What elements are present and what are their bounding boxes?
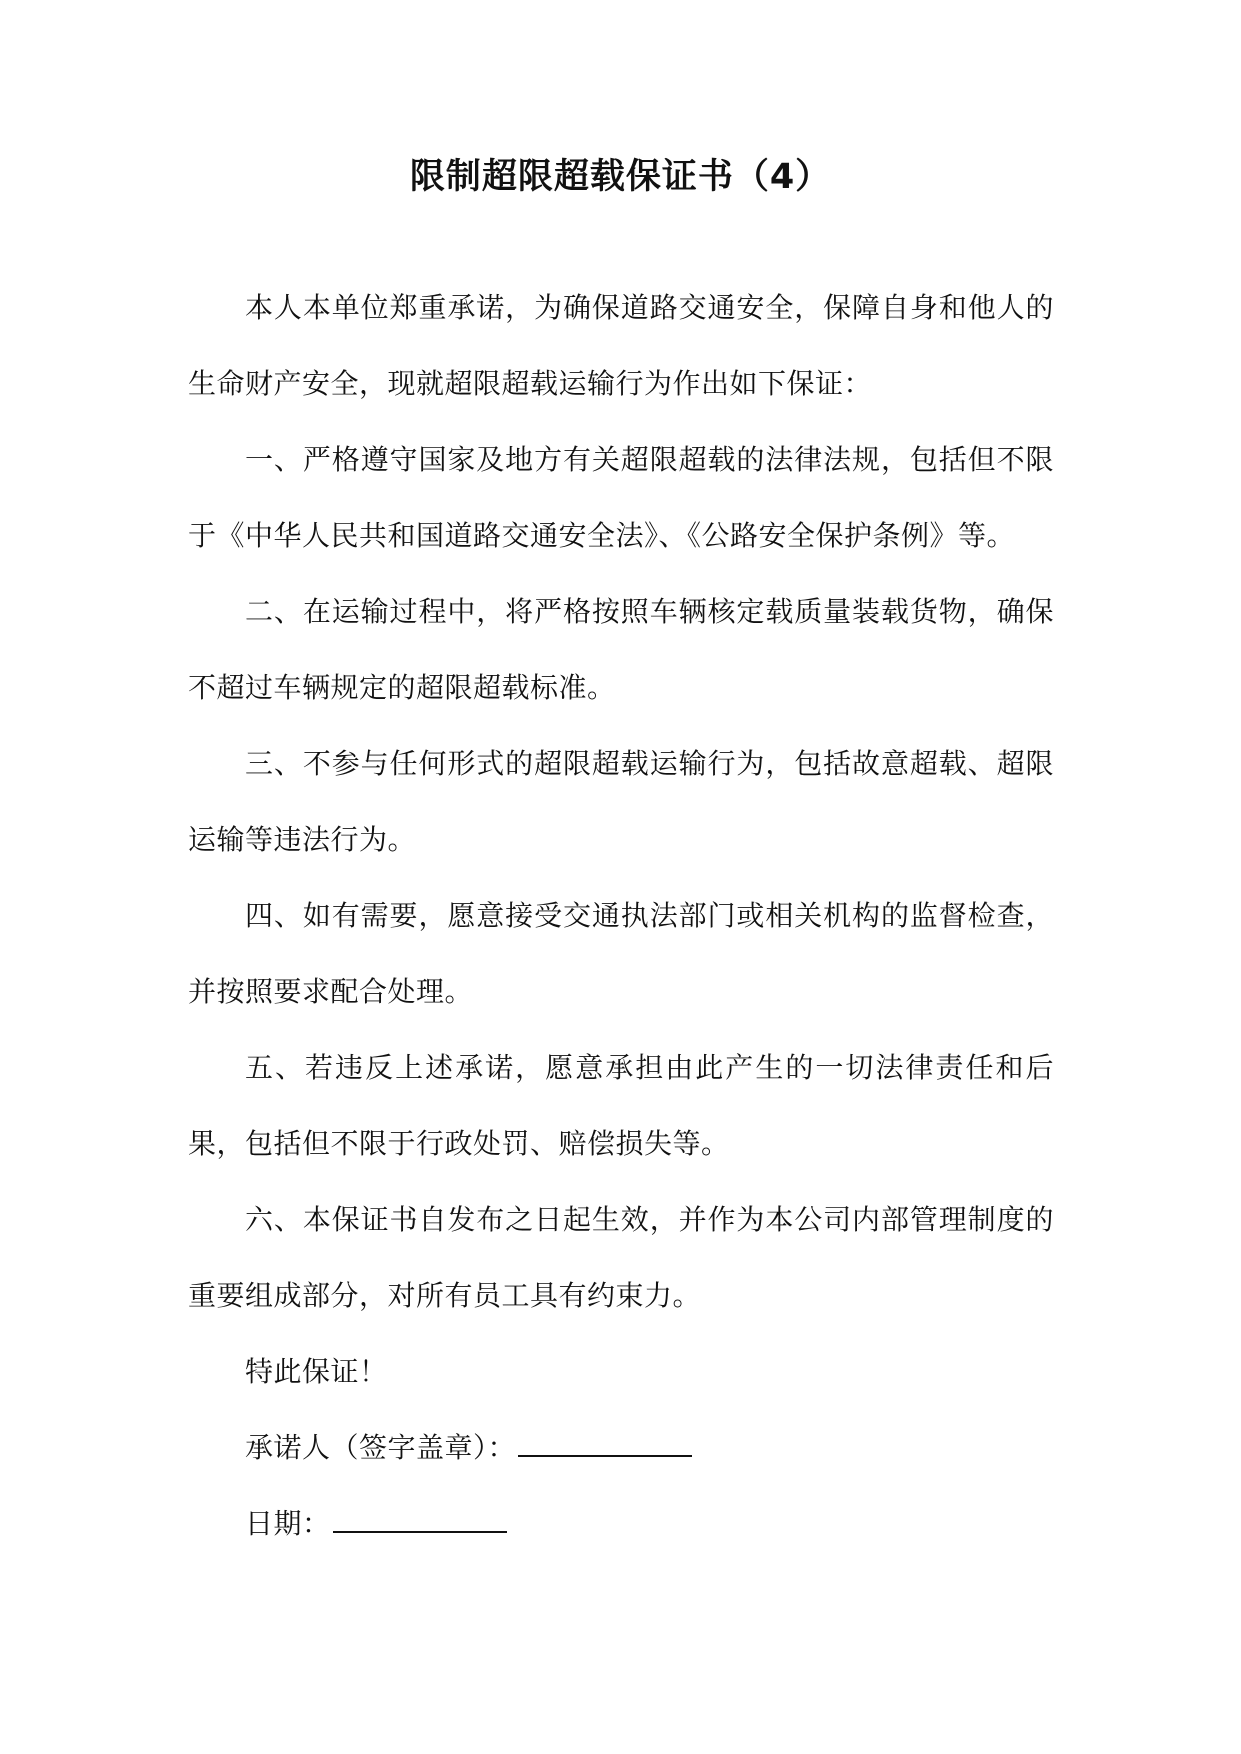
date-label: 日期：	[245, 1507, 331, 1540]
pledge-item-2: 二、在运输过程中，将严格按照车辆核定载质量装载货物，确保不超过车辆规定的超限超载标准。	[188, 595, 1054, 704]
signature-line	[188, 1410, 1054, 1486]
intro-paragraph: 本人本单位郑重承诺，为确保道路交通安全，保障自身和他人的生命财产安全，现就超限超载运输行为作出如下保证：	[188, 291, 1054, 400]
signature-label: 承诺人（签字盖章）：	[245, 1431, 517, 1464]
date-line	[188, 1486, 1054, 1562]
date-blank	[333, 1501, 507, 1533]
document-body	[188, 270, 1054, 1562]
pledge-item-4: 四、如有需要，愿意接受交通执法部门或相关机构的监督检查，并按照要求配合处理。	[188, 899, 1054, 1008]
pledge-item-6: 六、本保证书自发布之日起生效，并作为本公司内部管理制度的重要组成部分，对所有员工具有约束力。	[188, 1203, 1054, 1312]
signature-blank	[518, 1425, 692, 1457]
pledge-item-5: 五、若违反上述承诺，愿意承担由此产生的一切法律责任和后果，包括但不限于行政处罚、赔偿损失等。	[188, 1051, 1054, 1160]
document-title: 限制超限超载保证书（4）	[409, 157, 832, 197]
pledge-item-1: 一、严格遵守国家及地方有关超限超载的法律法规，包括但不限于《中华人民共和国道路交通安全法》、《公路安全保护条例》等。	[188, 443, 1054, 552]
pledge-item-3: 三、不参与任何形式的超限超载运输行为，包括故意超载、超限运输等违法行为。	[188, 747, 1054, 856]
closing-line: 特此保证！	[245, 1355, 388, 1388]
